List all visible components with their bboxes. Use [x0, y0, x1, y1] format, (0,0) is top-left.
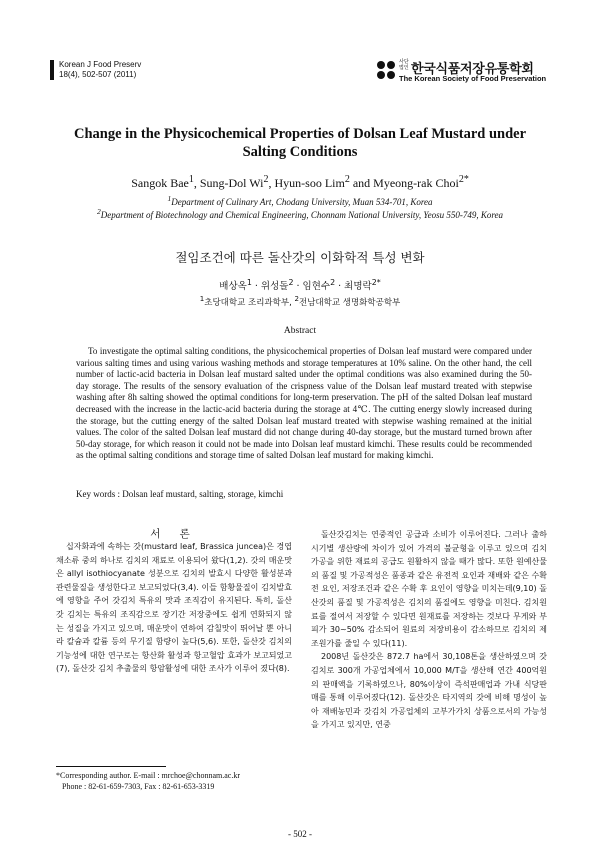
author-ko: 위성돌 — [260, 281, 289, 293]
author-sup: 1 — [246, 278, 252, 287]
affiliation-sup: 2 — [96, 207, 101, 216]
abstract-heading: Abstract — [283, 326, 317, 336]
affiliation-sup: 1 — [199, 294, 205, 303]
right-column — [311, 528, 547, 732]
author-sup: 2 — [344, 174, 350, 185]
author: Hyun-soo Lim — [274, 176, 345, 190]
footnote-contact: *Corresponding author. E-mail : mrchoe@chonnam.ac.kr — [56, 771, 240, 780]
affiliation-ko: $^1$초당대학교 조리과학부, $^2$전남대학교 생명화학공학부 — [199, 294, 401, 308]
affiliation-sup: 1 — [167, 194, 172, 203]
paragraph: 2008년 돌산갓은 872.7 ha에서 30,108톤을 생산하였으며 갓김치로 300개 가공업체에서 10,000 M/T을 생산해 연간 400억원의 판매액을 기록하였으나, 80%이상이 즉석판매업과 가내 식당판매를 통해 이루어졌다(12). 돌산갓은 타지역의 갓에 비해 명성이 높아 재배농민과 갓김치 가공업체의 고부가가치 상품으로서의 가능성을 가지고 있지만, 연중 — [311, 652, 547, 730]
author-sup: 2* — [458, 174, 469, 185]
author-sup: 1 — [188, 174, 194, 185]
keywords-text: Dolsan leaf mustard, salting, storage, kimchi — [122, 489, 284, 499]
author-list: Sangok Bae$^1$, Sung-Dol Wi$^2$, Hyun-soo Lim$^2$ and Myeong-rak Choi$^{2*}$ — [131, 174, 469, 190]
paragraph: 십자화과에 속하는 갓(mustard leaf, Brassica juncea)은 경엽채소류 중의 하나로 김치의 재료로 이용되어 왔다(1,2). 갓의 매운맛은 allyl isothiocyanate 성분으로 김치의 발효시 다양한 활성분과 관련물질을 생성한다고 보고되었다(3,4). 이들 함황물질이 김치발효에 영향을 주어 갓김치 특유의 맛과 조직감이 유지된다. 특히, 돌산갓 김치는 특유의 조직감으로 장기간 저장중에도 쉽게 연화되지 않는 성질을 가지고 있으며, 매운맛이 연하여 감칠맛이 뛰어날 뿐 아니라 칼슘과 칼륨 등의 무기질 함량이 높다(5,6). 또한, 돌산갓 김치의 기능성에 대한 연구로는 항산화 활성과 항고혈압 효과가 보고되었고(7), 돌산갓 김치 추출물의 항암활성에 대한 조사가 이루어 졌다(8). — [56, 542, 292, 674]
affiliation — [40, 207, 560, 220]
author-sup: 2 — [288, 278, 294, 287]
author-sup: 2* — [371, 278, 381, 287]
paper-title: Change in the Physicochemical Properties of Dolsan Leaf Mustard under Salting Conditions — [73, 126, 527, 160]
affiliation — [40, 194, 560, 207]
keywords-label: Key words : — [76, 489, 120, 499]
society-name-en: The Korean Society of Food Preservation — [399, 74, 547, 83]
paper-title-ko: 절임조건에 따른 돌산갓의 이화학적 특성 변화 — [175, 250, 425, 265]
society-header — [375, 58, 555, 84]
author-sup: 2 — [263, 174, 269, 185]
journal-volume: 18(4), 502-507 (2011) — [59, 70, 137, 79]
left-column — [56, 540, 292, 676]
author-sup: 2 — [330, 278, 336, 287]
affiliation-text: Department of Culinary Art, Chodang University, Muan 534-701, Korea — [171, 197, 433, 207]
journal-bar — [50, 60, 54, 80]
author-ko: 최명락 — [344, 281, 372, 293]
affiliation-sup: 2 — [294, 294, 299, 303]
keywords — [76, 489, 532, 499]
society-name-ko: 한국식품저장유통학회 — [411, 62, 534, 77]
paragraph: 돌산갓김치는 연중적인 공급과 소비가 이루어진다. 그러나 출하시기별 생산량에 차이가 있어 가격의 불균형을 이루고 있으며 김치가공을 위한 재료의 공급도 원활하지 않을 때가 많다. 또한 원예산물의 품질 및 가공적성은 품종과 같은 유전적 요인과 재배와 같은 수확 전 요인, 저장조건과 같은 수확 후 요인이 영향을 미치는데(9,10) 돌산갓의 품질 및 가공적성은 김치의 품질에도 영향을 미친다. 김치원료를 절여서 저장할 수 있다면 원재료를 저장하는 것보다 무게와 부피가 30~50% 감소되어 원료의 저장비용이 감소하므로 김치의 제조원가를 줄일 수 있다(11). — [311, 530, 547, 648]
society-logo-icon — [375, 60, 397, 80]
author-list-ko: 배상옥$^1$ · 위성돌$^2$ · 임현수$^2$ · 최명락$^{2*}$ — [219, 278, 381, 293]
affiliation-text: Department of Biotechnology and Chemical Engineering, Chonnam National University, Yeosu 550-749, Korea — [100, 210, 504, 220]
footnote — [56, 770, 296, 792]
section-heading: 서 론 — [150, 528, 198, 540]
footnote-phone: Phone : 82-61-659-7303, Fax : 82-61-653-3319 — [62, 782, 215, 791]
journal-name: Korean J Food Preserv — [59, 60, 142, 69]
author: Sung-Dol Wi — [199, 176, 264, 190]
author: Myeong-rak Choi — [373, 176, 459, 190]
author-ko: 배상옥 — [219, 281, 247, 293]
affiliation-ko-text: 전남대학교 생명화학공학부 — [299, 297, 401, 308]
society-tag: 사단법인 — [399, 59, 409, 71]
journal-citation — [59, 60, 141, 80]
footnote-rule — [56, 766, 166, 767]
abstract-body: To investigate the optimal salting conditions, the physicochemical properties of Dolsan leaf mustard were compared under various salting times and using various washing methods and storage temperatures at 10% saline. On the other hand, the cell number of lactic-acid bacteria in Dolsan leaf mustard salted under the optimal conditions was also examined during the 50-day storage. The results of the sensory evaluation of the crispness value of the Dolsan leaf mustard treated with stepwise washing after 8h salting showed the optimal conditions for long-term preservation. The pH of the salted Dolsan leaf mustard decreased with the increase in the lactic-acid bacteria during the storage at 4℃. The cutting energy slowly increased during the storage, but the cutting energy of the salted Dolsan leaf mustard treated with stepwise washing remained at the initial values. The color of the salted Dolsan leaf mustard did not change during 40-day storage, but the mustard turned brown after 50-day storage, for which reason it could not be made into Dolsan leaf mustard kimchi. These results could be recommended as the optimal salting conditions and storage time of salted Dolsan leaf mustard for making kimchi. — [76, 346, 532, 461]
page-number: - 502 - — [288, 829, 312, 839]
affiliation-ko-text: 초당대학교 조리과학부 — [204, 297, 290, 308]
author: Sangok Bae — [131, 176, 189, 190]
author-ko: 임현수 — [302, 281, 331, 293]
